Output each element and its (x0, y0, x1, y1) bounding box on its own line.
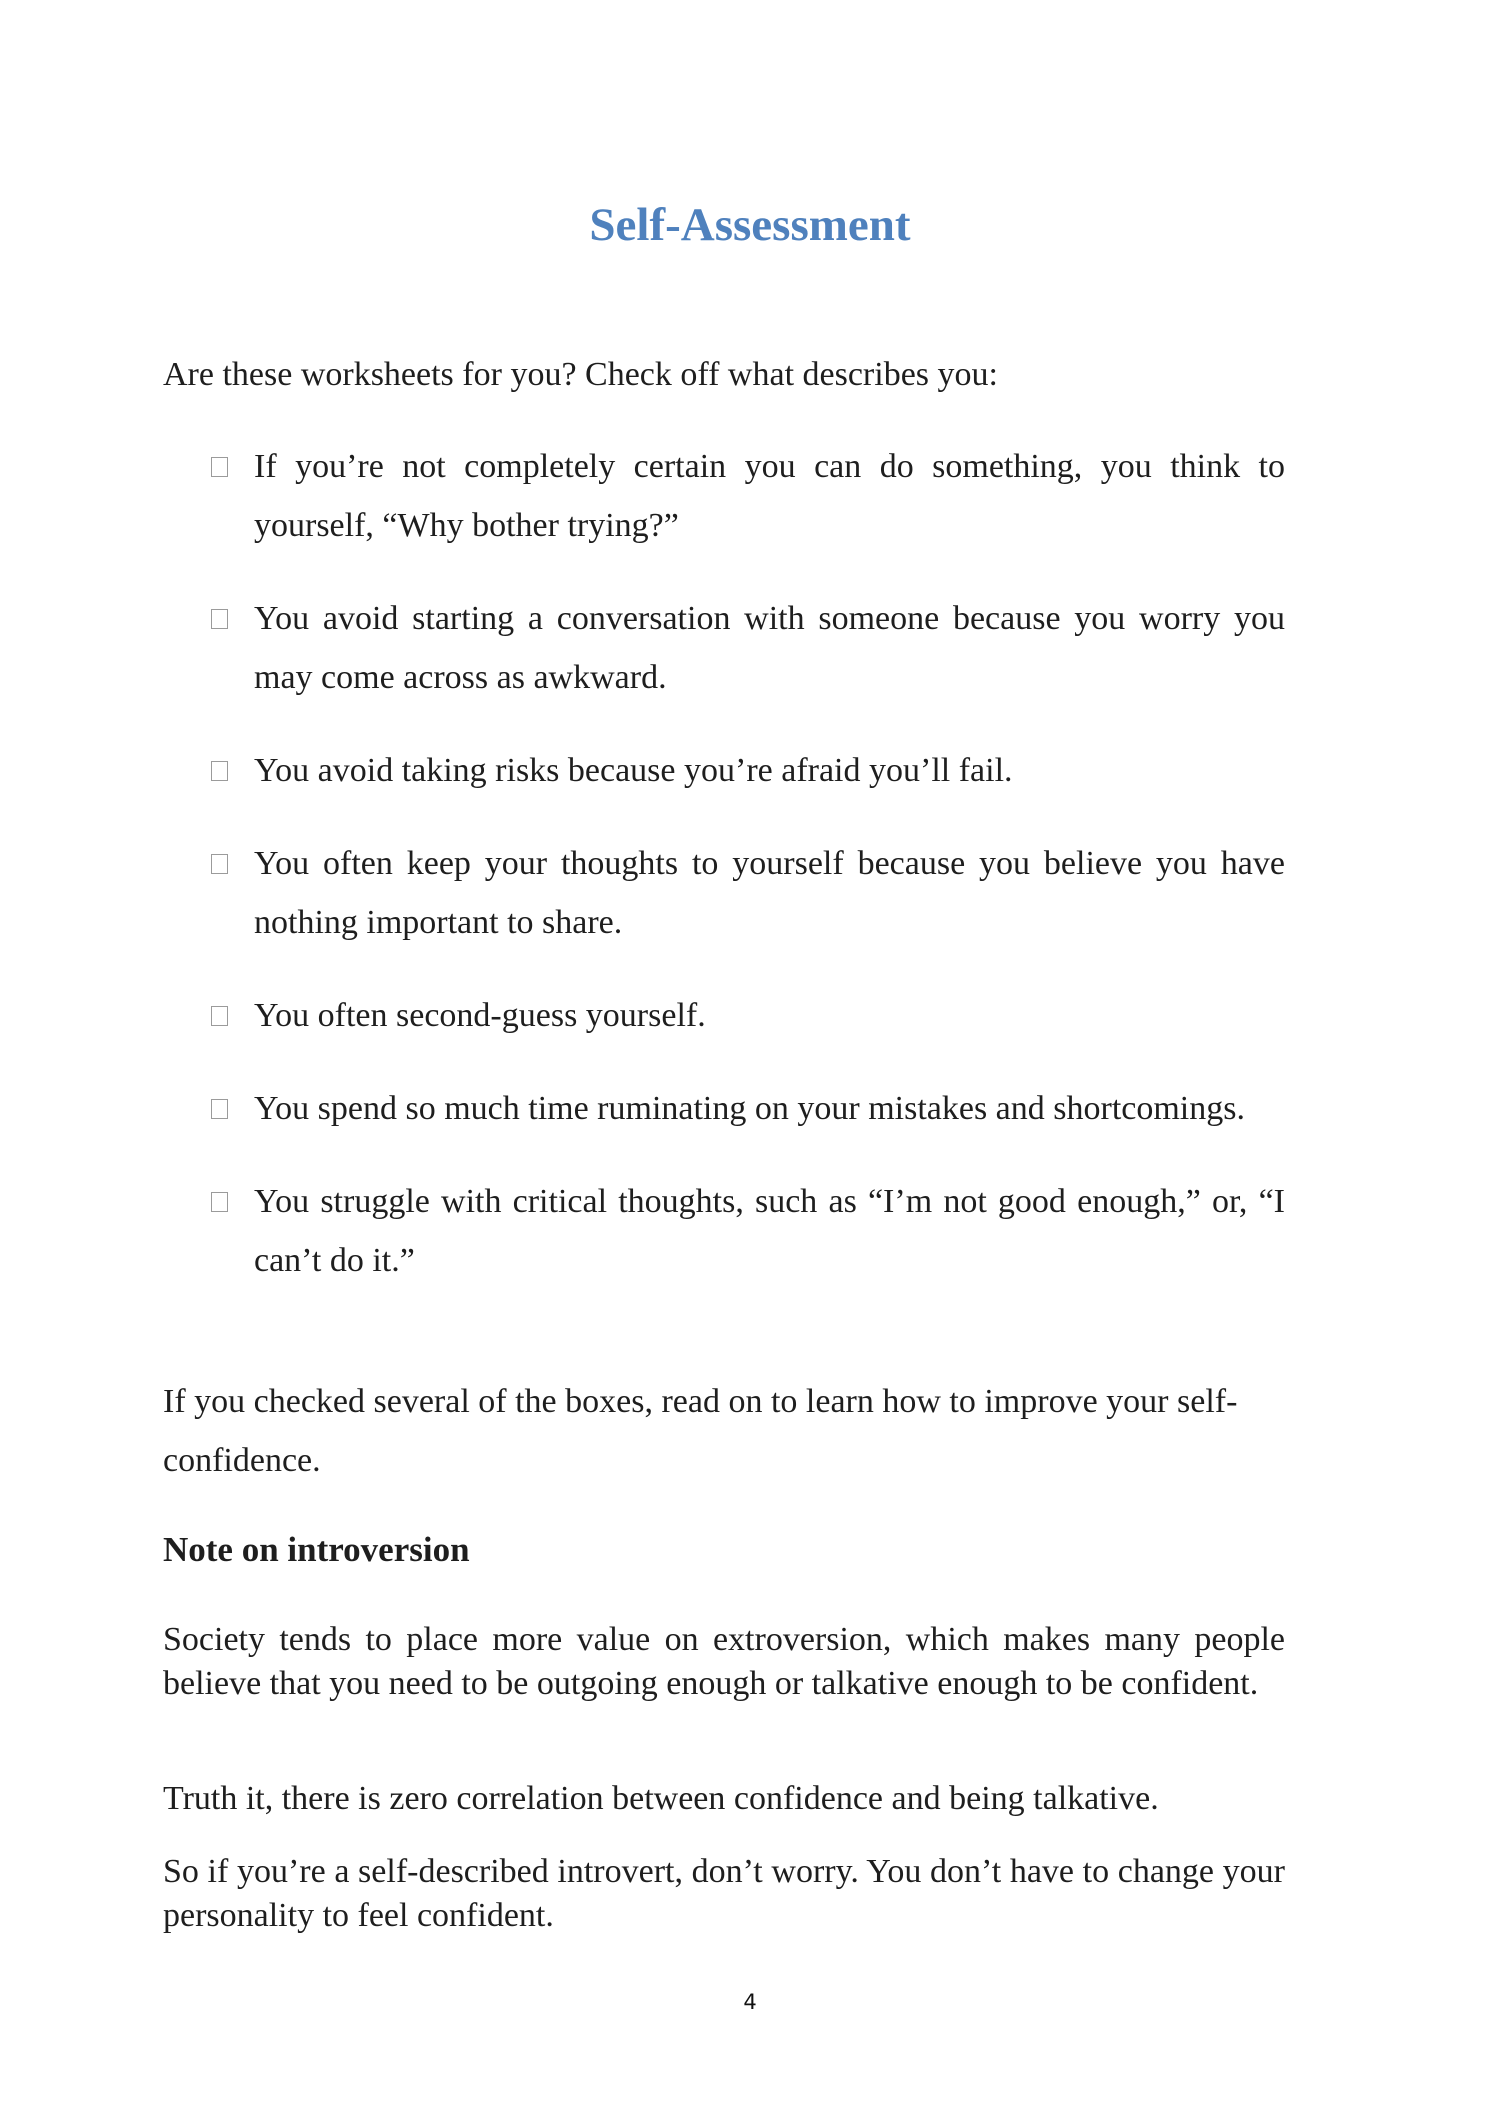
checklist-item (163, 589, 1285, 707)
checklist-item-text: You struggle with critical thoughts, such as “I’m not good enough,” or, “I can’t do it.” (254, 1183, 1285, 1279)
checklist-item (163, 986, 1285, 1045)
paragraph: Society tends to place more value on extroversion, which makes many people believe that you need to be outgoing enough or talkative enough to be confident. (163, 1621, 1285, 1702)
page-title: Self-Assessment (589, 199, 911, 251)
paragraph: So if you’re a self-described introvert, don’t worry. You don’t have to change your personality to feel confident. (163, 1853, 1285, 1934)
checklist-item (163, 437, 1285, 555)
checklist-item (163, 741, 1285, 800)
checklist-item-text: You avoid starting a conversation with someone because you worry you may come across as awkward. (254, 600, 1285, 696)
checklist-item-text: If you’re not completely certain you can do something, you think to yourself, “Why bother trying?” (254, 448, 1285, 544)
checklist-item (163, 834, 1285, 952)
checkbox[interactable] (211, 854, 228, 874)
intro-text: Are these worksheets for you? Check off what describes you: (163, 356, 998, 393)
self-assessment-checklist (163, 437, 1285, 1324)
checkbox[interactable] (211, 761, 228, 781)
checklist-item-text: You avoid taking risks because you’re afraid you’ll fail. (254, 752, 1013, 789)
checklist-item-text: You spend so much time ruminating on your mistakes and shortcomings. (254, 1090, 1245, 1127)
checkbox[interactable] (211, 1006, 228, 1026)
checklist-item (163, 1079, 1285, 1138)
checkbox[interactable] (211, 457, 228, 477)
checklist-item (163, 1172, 1285, 1290)
checklist-item-text: You often second-guess yourself. (254, 997, 706, 1034)
checkbox[interactable] (211, 609, 228, 629)
paragraph: Truth it, there is zero correlation between confidence and being talkative. (163, 1780, 1159, 1817)
checkbox[interactable] (211, 1099, 228, 1119)
closing-text: If you checked several of the boxes, read on to learn how to improve your self-confidence. (163, 1383, 1238, 1479)
page-number: 4 (743, 1990, 757, 2014)
checklist-item-text: You often keep your thoughts to yourself because you believe you have nothing important to share. (254, 845, 1285, 941)
section-heading: Note on introversion (163, 1530, 470, 1569)
checkbox[interactable] (211, 1192, 228, 1212)
